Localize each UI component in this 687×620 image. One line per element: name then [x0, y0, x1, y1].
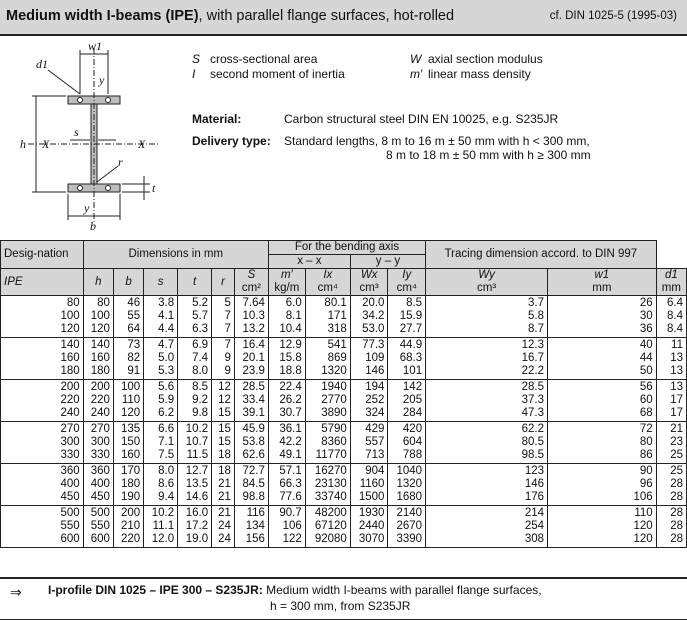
table-cell: 80 100 120 — [83, 296, 113, 338]
table-cell: 5.6 5.9 6.2 — [144, 380, 178, 422]
table-cell: 6.0 8.1 10.4 — [268, 296, 305, 338]
label-h: h — [20, 137, 26, 151]
header-tracing: Tracing dimension accord. to DIN 997 — [426, 241, 657, 269]
legend-text: cross-sectional area — [210, 52, 318, 66]
label-d1: d1 — [36, 57, 48, 71]
table-cell: 28.5 33.4 39.1 — [234, 380, 268, 422]
table-cell: 6.6 7.1 7.5 — [144, 422, 178, 464]
table-cell: 36.1 42.2 49.1 — [268, 422, 305, 464]
table-cell: 80.1 171 318 — [305, 296, 350, 338]
table-cell: 1040 1320 1680 — [388, 464, 426, 506]
column-header: b — [113, 269, 143, 296]
table-cell: 62.2 80.5 98.5 — [426, 422, 548, 464]
table-cell: 45.9 53.8 62.6 — [234, 422, 268, 464]
legend-symbol: m′ — [410, 67, 423, 81]
table-cell: 116 134 156 — [234, 506, 268, 548]
table-cell: 21 24 24 — [212, 506, 235, 548]
table-cell: 80 100 120 — [1, 296, 84, 338]
table-cell: 200 210 220 — [113, 506, 143, 548]
table-cell: 28 28 28 — [656, 506, 686, 548]
ipe-table — [0, 240, 687, 548]
header-dimensions: Dimensions in mm — [83, 241, 268, 269]
legend-right — [410, 52, 543, 82]
legend-left — [192, 52, 345, 82]
table-cell: 21 23 25 — [656, 422, 686, 464]
table-cell: 6.9 7.4 8.0 — [178, 338, 212, 380]
table-cell: 360 400 450 — [1, 464, 84, 506]
table-cell: 5.2 5.7 6.3 — [178, 296, 212, 338]
note-line2: h = 300 mm, from S235JR — [270, 599, 411, 613]
legend-symbol: S — [192, 52, 201, 66]
legend-symbol: W — [410, 52, 422, 66]
table-cell: 46 55 64 — [113, 296, 143, 338]
table-cell: 140 160 180 — [1, 338, 84, 380]
column-header: s — [144, 269, 178, 296]
table-cell: 57.1 66.3 77.6 — [268, 464, 305, 506]
table-cell: 26 30 36 — [548, 296, 657, 338]
table-cell: 1930 2440 3070 — [350, 506, 388, 548]
table-row — [1, 338, 687, 380]
title-bar — [0, 0, 687, 36]
table-cell: 22.4 26.2 30.7 — [268, 380, 305, 422]
label-r: r — [118, 155, 123, 169]
table-cell: 11 13 13 — [656, 338, 686, 380]
label-x-left: X — [42, 137, 50, 151]
table-cell: 270 300 330 — [1, 422, 84, 464]
table-cell: 44.9 68.3 101 — [388, 338, 426, 380]
legend-text: linear mass density — [428, 67, 531, 81]
note-line1: I-profile DIN 1025 – IPE 300 – S235JR: Medium width I-beams with parallel flange surfaces, — [48, 583, 542, 597]
header-bending-axis: For the bending axis — [268, 241, 425, 255]
arrow-icon: ⇒ — [10, 584, 22, 600]
column-header: Wy cm³ — [426, 269, 548, 296]
delivery-line2: 8 m to 18 m ± 50 mm with h ≥ 300 mm — [386, 148, 591, 162]
table-cell: 200 220 240 — [1, 380, 84, 422]
table-cell: 904 1160 1500 — [350, 464, 388, 506]
header-designation: Desig-nation — [1, 241, 84, 269]
table-cell: 5790 8360 11770 — [305, 422, 350, 464]
label-w1: w1 — [88, 39, 103, 53]
table-cell: 4.7 5.0 5.3 — [144, 338, 178, 380]
title-bold: Medium width I-beams (IPE) — [6, 8, 199, 24]
column-header: w1 mm — [548, 269, 657, 296]
legend-symbol: I — [192, 67, 196, 81]
page-title — [6, 8, 454, 24]
column-header: t — [178, 269, 212, 296]
label-y-bottom: y — [84, 201, 90, 215]
table-cell: 270 300 330 — [83, 422, 113, 464]
table-row — [1, 296, 687, 338]
table-cell: 56 60 68 — [548, 380, 657, 422]
column-header: S cm² — [234, 269, 268, 296]
table-row — [1, 422, 687, 464]
label-t: t — [152, 181, 156, 195]
din-reference: cf. DIN 1025-5 (1995-03) — [549, 10, 677, 22]
table-cell: 40 44 50 — [548, 338, 657, 380]
table-cell: 135 150 160 — [113, 422, 143, 464]
table-cell: 3.8 4.1 4.4 — [144, 296, 178, 338]
table-cell: 90.7 106 122 — [268, 506, 305, 548]
legend-text: axial section modulus — [428, 52, 543, 66]
table-cell: 8.5 15.9 27.7 — [388, 296, 426, 338]
table-row — [1, 506, 687, 548]
material-label: Material: — [192, 112, 242, 126]
table-cell: 25 28 28 — [656, 464, 686, 506]
table-cell: 420 604 788 — [388, 422, 426, 464]
table-column-row — [1, 269, 687, 296]
delivery-label: Delivery type: — [192, 134, 271, 148]
delivery-line1: Standard lengths, 8 m to 16 m ± 50 mm with h < 300 mm, — [284, 134, 590, 148]
label-x-right: X — [138, 137, 146, 151]
column-header: h — [83, 269, 113, 296]
column-header: m′ kg/m — [268, 269, 305, 296]
table-row — [1, 464, 687, 506]
example-note — [0, 577, 687, 620]
material-value: Carbon structural steel DIN EN 10025, e.g. S235JR — [284, 112, 559, 126]
table-cell: 110 120 120 — [548, 506, 657, 548]
ibeam-diagram — [0, 36, 190, 232]
table-cell: 12.7 13.5 14.6 — [178, 464, 212, 506]
column-header: r — [212, 269, 235, 296]
table-cell: 77.3 109 146 — [350, 338, 388, 380]
table-cell: 170 180 190 — [113, 464, 143, 506]
legend-text: second moment of inertia — [210, 67, 345, 81]
table-row — [1, 380, 687, 422]
column-header: d1 mm — [656, 269, 686, 296]
column-header: Ix cm⁴ — [305, 269, 350, 296]
header-xx: x – x — [268, 255, 350, 269]
table-cell: 73 82 91 — [113, 338, 143, 380]
table-cell: 360 400 450 — [83, 464, 113, 506]
table-cell: 3.7 5.8 8.7 — [426, 296, 548, 338]
table-cell: 10.2 11.1 12.0 — [144, 506, 178, 548]
table-cell: 12.9 15.8 18.8 — [268, 338, 305, 380]
column-header: Wx cm³ — [350, 269, 388, 296]
table-cell: 8.0 8.6 9.4 — [144, 464, 178, 506]
table-header-row — [1, 241, 687, 255]
table-cell: 123 146 176 — [426, 464, 548, 506]
table-cell: 48200 67120 92080 — [305, 506, 350, 548]
table-cell: 12 12 15 — [212, 380, 235, 422]
table-cell: 8.5 9.2 9.8 — [178, 380, 212, 422]
table-cell: 28.5 37.3 47.3 — [426, 380, 548, 422]
table-cell: 541 869 1320 — [305, 338, 350, 380]
table-cell: 15 15 18 — [212, 422, 235, 464]
table-cell: 500 550 600 — [1, 506, 84, 548]
table-cell: 142 205 284 — [388, 380, 426, 422]
label-s: s — [74, 125, 79, 139]
table-cell: 72 80 86 — [548, 422, 657, 464]
table-cell: 429 557 713 — [350, 422, 388, 464]
table-cell: 200 220 240 — [83, 380, 113, 422]
column-header: Iy cm⁴ — [388, 269, 426, 296]
table-cell: 10.2 10.7 11.5 — [178, 422, 212, 464]
column-header: IPE — [1, 269, 84, 296]
table-cell: 90 96 106 — [548, 464, 657, 506]
table-cell: 20.0 34.2 53.0 — [350, 296, 388, 338]
table-cell: 7.64 10.3 13.2 — [234, 296, 268, 338]
table-cell: 6.4 8.4 8.4 — [656, 296, 686, 338]
table-cell: 7 9 9 — [212, 338, 235, 380]
title-rest: , with parallel flange surfaces, hot-rolled — [198, 8, 455, 24]
table-cell: 16.0 17.2 19.0 — [178, 506, 212, 548]
table-cell: 140 160 180 — [83, 338, 113, 380]
table-cell: 214 254 308 — [426, 506, 548, 548]
table-cell: 16.4 20.1 23.9 — [234, 338, 268, 380]
label-b: b — [90, 219, 96, 232]
table-cell: 100 110 120 — [113, 380, 143, 422]
table-cell: 13 17 17 — [656, 380, 686, 422]
table-cell: 1940 2770 3890 — [305, 380, 350, 422]
header-yy: y – y — [350, 255, 425, 269]
table-cell: 12.3 16.7 22.2 — [426, 338, 548, 380]
table-cell: 5 7 7 — [212, 296, 235, 338]
table-cell: 500 550 600 — [83, 506, 113, 548]
table-cell: 18 21 21 — [212, 464, 235, 506]
label-y-top: y — [99, 73, 105, 87]
table-cell: 72.7 84.5 98.8 — [234, 464, 268, 506]
table-cell: 194 252 324 — [350, 380, 388, 422]
table-cell: 2140 2670 3390 — [388, 506, 426, 548]
table-cell: 16270 23130 33740 — [305, 464, 350, 506]
